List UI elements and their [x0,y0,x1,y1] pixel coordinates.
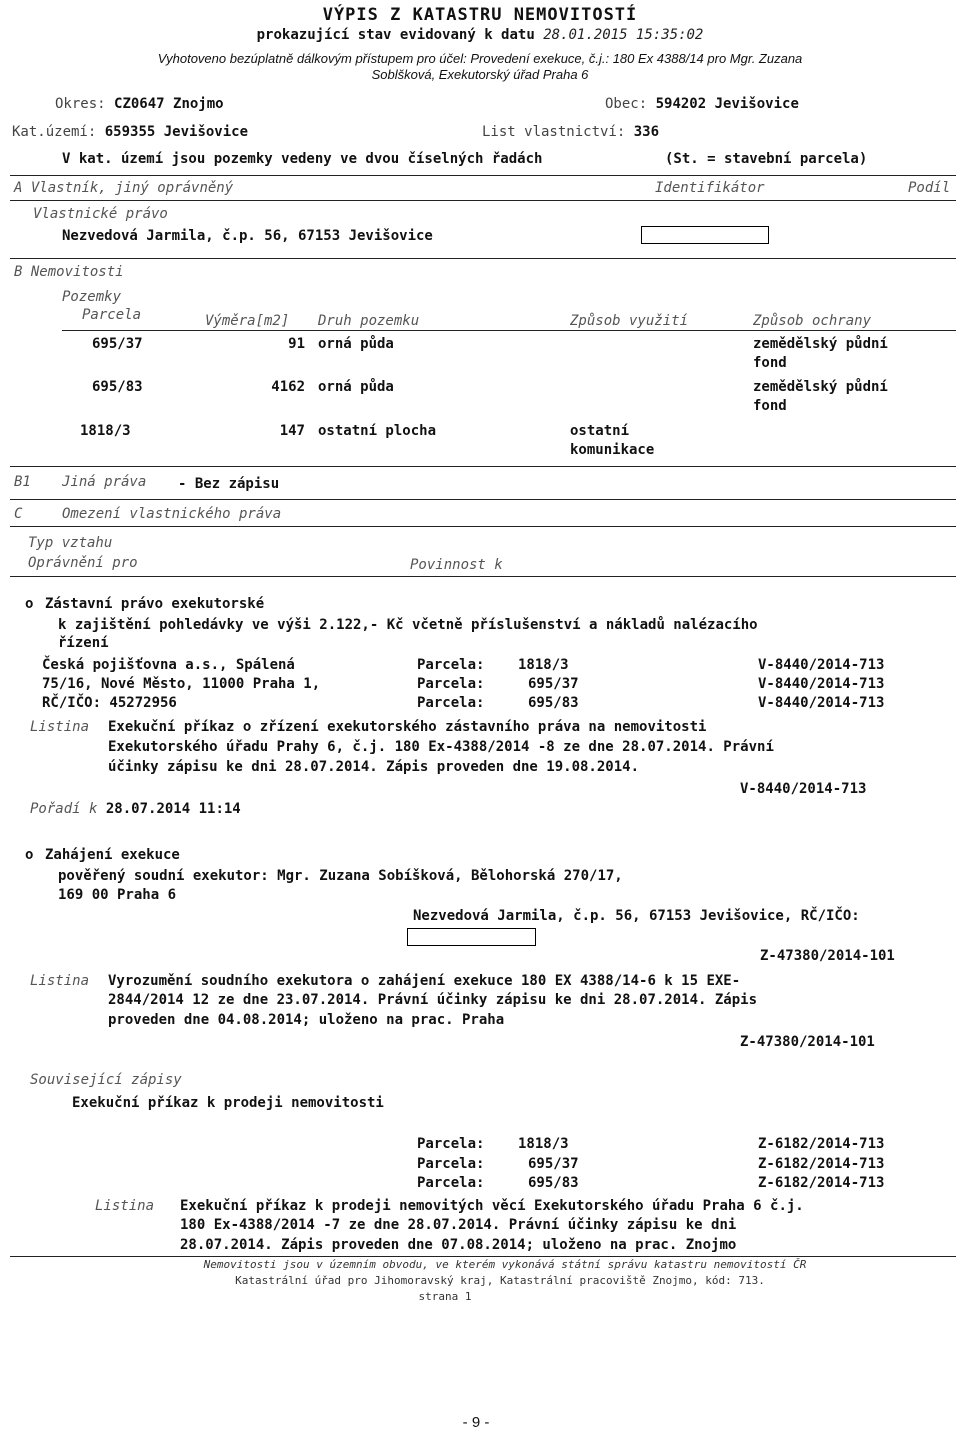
section-b1-value: - Bez zápisu [178,476,280,492]
listina-text: Vyrozumění soudního exekutora o zahájení exekuce 180 EX 4388/14-6 k 15 EXE- [108,973,741,989]
parcel-label: Parcela: [417,1175,485,1191]
parcel-label: Parcela: [417,1136,485,1152]
section-b1-title: Jiná práva [62,474,147,490]
debtor: Nezvedová Jarmila, č.p. 56, 67153 Jevišovice, RČ/IČO: [413,908,860,924]
exekutor: pověřený soudní exekutor: Mgr. Zuzana Sobíšková, Bělohorská 270/17, [58,868,623,884]
divider [10,576,956,577]
parcel-protection: fond [753,398,787,414]
redacted-box [641,226,769,244]
bullet: o [25,847,34,863]
record-number: V-8440/2014-713 [758,676,885,692]
parcel-area: 147 [279,423,305,439]
section-c-title: Omezení vlastnického práva [62,506,282,522]
document-subtitle: prokazující stav evidovaný k datu 28.01.2015 15:35:02 [256,27,704,43]
listina-text: 2844/2014 12 ze dne 23.07.2014. Právní účinky zápisu ke dni 28.07.2014. Zápis [108,992,758,1008]
listina-label: Listina [95,1198,155,1214]
parcel-area: 4162 [271,379,305,395]
obec: Obec: 594202 Jevišovice [605,96,799,112]
ownership-right-label: Vlastnické právo [33,206,168,222]
footer-page: strana 1 [418,1290,472,1303]
col-obligation: Povinnost k [410,557,503,573]
related-label: Související zápisy [30,1072,182,1088]
lien-title: Zástavní právo exekutorské [45,596,265,612]
parcel-protection: zemědělský půdní [753,379,888,395]
listina-text: Exekuční příkaz k prodeji nemovitých věcí Exekutorského úřadu Praha 6 č.j. [180,1198,804,1214]
parcel-ref-number: 695/37 [528,676,579,692]
parcel-label: Parcela: [417,1156,485,1172]
parcel-number: 695/37 [92,336,143,352]
parcel-number: 1818/3 [80,423,131,439]
divider [10,258,956,259]
record-number: V-8440/2014-713 [758,657,885,673]
list-vlastnictvi: List vlastnictví: 336 [482,124,660,140]
related-title: Exekuční příkaz k prodeji nemovitosti [72,1095,384,1111]
record-number: Z-47380/2014-101 [760,948,895,964]
exekutor: 169 00 Praha 6 [58,887,177,903]
listina-text: Exekutorského úřadu Prahy 6, č.j. 180 Ex-4388/2014 -8 ze dne 28.07.2014. Právní [108,739,774,755]
parcel-kind: orná půda [318,379,394,395]
lien-description: k zajištění pohledávky ve výši 2.122,- Kč včetně příslušenství a nákladů nalézacího [58,617,758,633]
rows-note: V kat. území jsou pozemky vedeny ve dvou číselných řadách [62,151,543,167]
parcel-label: Parcela: [417,676,485,692]
listina-text: 28.07.2014. Zápis proveden dne 07.08.2014; uloženo na prac. Znojmo [180,1237,737,1253]
parcel-area: 91 [288,336,305,352]
bullet: o [25,596,34,612]
page-number: - 9 - [462,1414,490,1431]
parcel-ref-number: 695/83 [528,1175,579,1191]
divider [10,175,956,176]
creditor: Česká pojišťovna a.s., Spálená [42,657,295,673]
listina-text: účinky zápisu ke dni 28.07.2014. Zápis proveden dne 19.08.2014. [108,759,640,775]
record-number: Z-6182/2014-713 [758,1175,885,1191]
listina-text: 180 Ex-4388/2014 -7 ze dne 28.07.2014. Právní účinky zápisu ke dni [180,1217,737,1233]
parcel-ref-number: 1818/3 [518,1136,569,1152]
parcel-ref-number: 1818/3 [518,657,569,673]
section-b-heading: B Nemovitosti [14,264,124,280]
record-number: V-8440/2014-713 [758,695,885,711]
footer-line: Nemovitosti jsou v územním obvodu, ve kterém vykonává státní správu katastru nemovitostí ČR [203,1258,807,1271]
divider [10,499,956,500]
col-kind: Druh pozemku [318,313,420,329]
purpose-line-2: Soblšková, Exekutorský úřad Praha 6 [371,67,589,82]
listina-label: Listina [30,719,90,735]
divider [10,466,956,467]
record-number: Z-6182/2014-713 [758,1136,885,1152]
parcel-number: 695/83 [92,379,143,395]
col-protection: Způsob ochrany [753,313,872,329]
divider [62,330,956,331]
col-type: Typ vztahu [28,535,113,551]
col-beneficiary: Oprávnění pro [28,555,138,571]
order-timestamp: Pořadí k 28.07.2014 11:14 [30,801,241,817]
footer-line: Katastrální úřad pro Jihomoravský kraj, Katastrální pracoviště Znojmo, kód: 713. [235,1274,765,1287]
okres: Okres: CZ0647 Znojmo [55,96,224,112]
col-parcel: Parcela [82,307,142,323]
section-c-letter: C [14,506,23,522]
document-title: VÝPIS Z KATASTRU NEMOVITOSTÍ [322,5,638,25]
parcel-use: ostatní [570,423,630,439]
listina-text: proveden dne 04.08.2014; uloženo na prac. Praha [108,1012,505,1028]
listina-label: Listina [30,973,90,989]
col-use: Způsob využití [570,313,689,329]
listina-text: Exekuční příkaz o zřízení exekutorského zástavního práva na nemovitosti [108,719,707,735]
record-number: Z-47380/2014-101 [740,1034,875,1050]
divider [10,526,956,527]
parcel-ref-number: 695/37 [528,1156,579,1172]
lien-description: řízení [58,635,109,651]
parcel-kind: ostatní plocha [318,423,437,439]
parcel-use: komunikace [570,442,655,458]
parcel-protection: zemědělský půdní [753,336,888,352]
rows-note-legend: (St. = stavební parcela) [665,151,868,167]
owner: Nezvedová Jarmila, č.p. 56, 67153 Jevišovice [62,228,433,244]
parcel-label: Parcela: [417,695,485,711]
redacted-box [407,928,536,946]
parcel-label: Parcela: [417,657,485,673]
exekuce-title: Zahájení exekuce [45,847,180,863]
purpose-line-1: Vyhotoveno bezúplatně dálkovým přístupem pro účel: Provedení exekuce, č.j.: 180 Ex 4388/14 pro Mgr. Zuzana [157,51,803,66]
divider [10,1256,956,1257]
col-area: Výměra[m2] [205,313,290,329]
parcel-protection: fond [753,355,787,371]
record-number: Z-6182/2014-713 [758,1156,885,1172]
pozemky-label: Pozemky [62,289,122,305]
parcel-ref-number: 695/83 [528,695,579,711]
identifier-header: Identifikátor [655,180,765,196]
section-b1-letter: B1 [14,474,31,490]
creditor: RČ/IČO: 45272956 [42,695,177,711]
parcel-kind: orná půda [318,336,394,352]
section-a-heading: A Vlastník, jiný oprávněný [14,180,234,196]
share-header: Podíl [908,180,951,196]
kat-uzemi: Kat.území: 659355 Jevišovice [12,124,249,140]
creditor: 75/16, Nové Město, 11000 Praha 1, [42,676,321,692]
record-number: V-8440/2014-713 [740,781,867,797]
divider [10,200,956,201]
